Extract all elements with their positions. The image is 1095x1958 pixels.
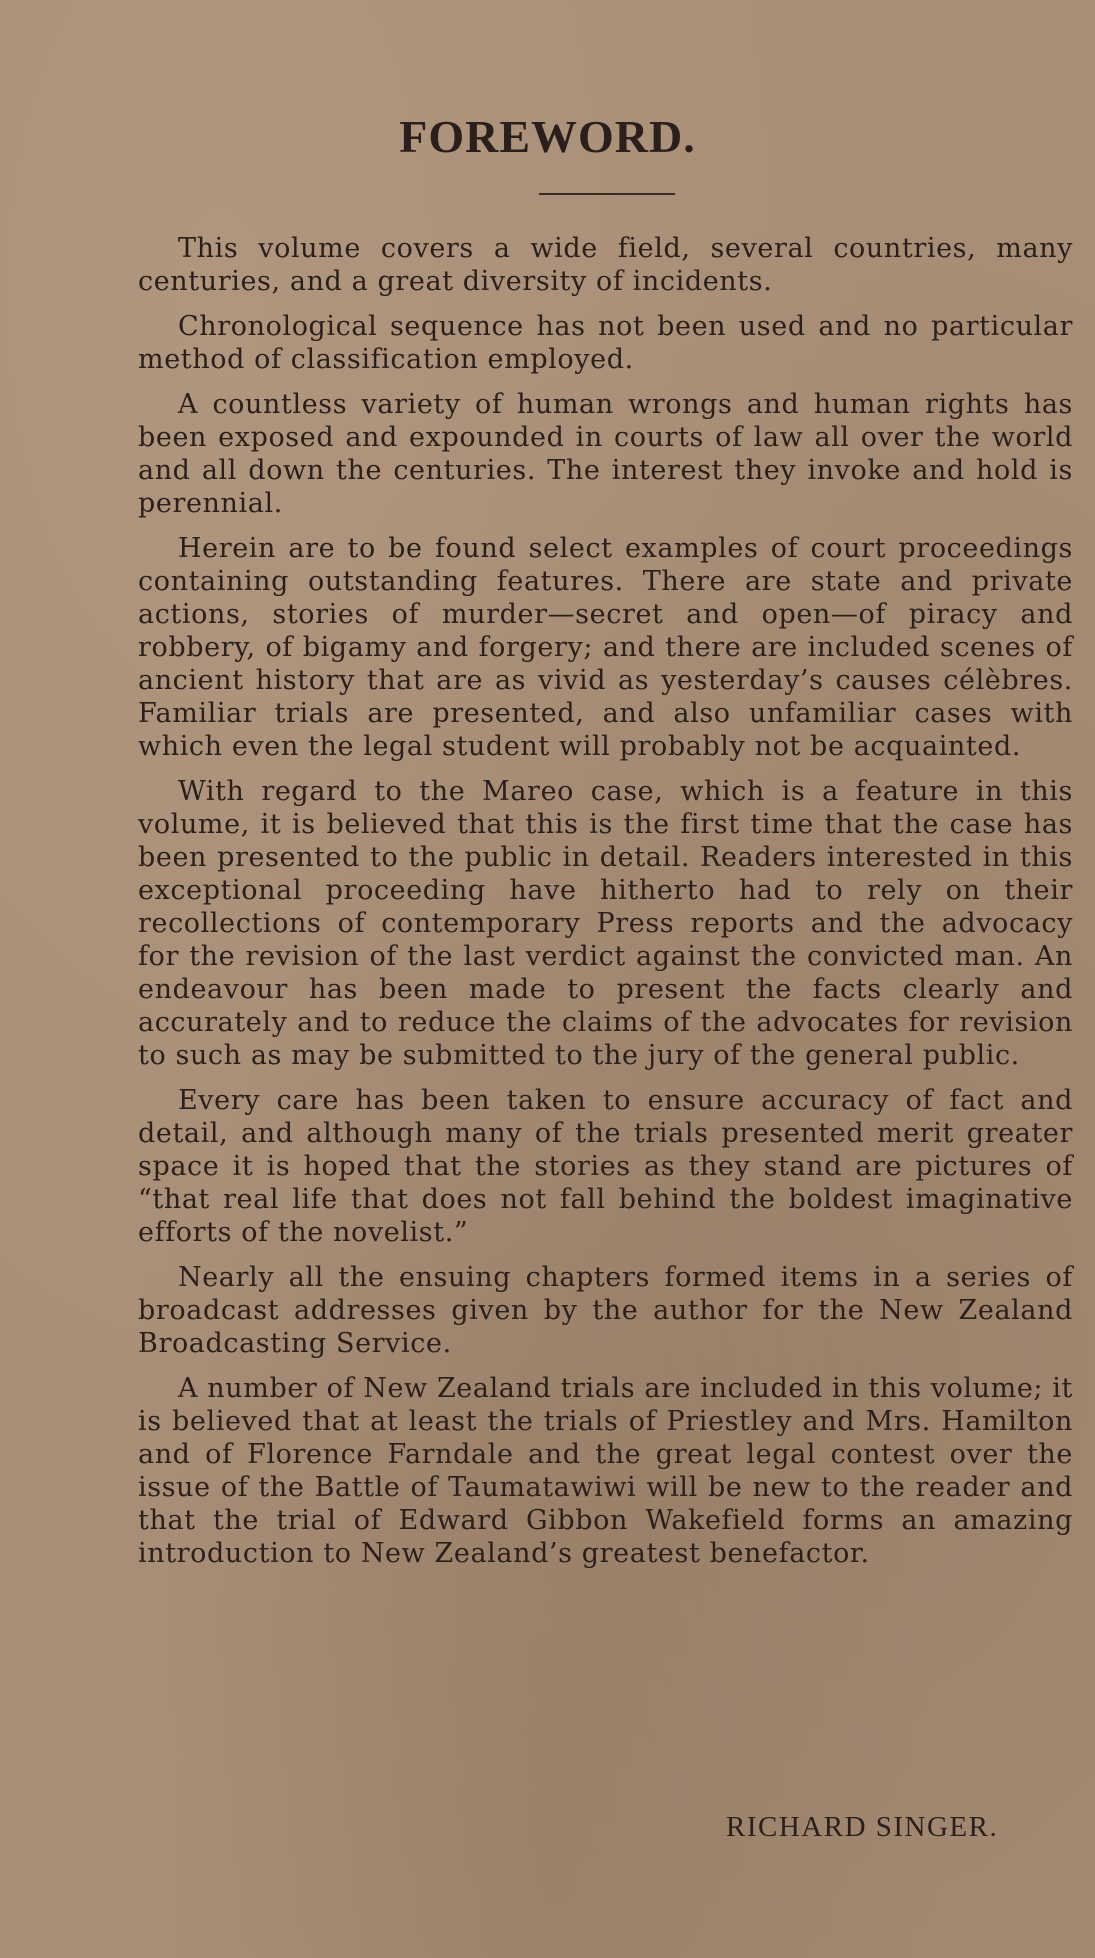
paragraph: Every care has been taken to ensure accuracy of fact and detail, and although many of the trials presented merit greater space it is hoped that the stories as they stand are pictures of “that real life that does not fall behind the boldest imaginative efforts of the novelist.” bbox=[138, 1085, 1073, 1248]
author-signature: RICHARD SINGER. bbox=[726, 1811, 999, 1843]
page-title: FOREWORD. bbox=[399, 111, 696, 162]
paragraph: With regard to the Mareo case, which is a feature in this volume, it is believed that this is the first time that the case has been presented to the public in detail. Readers interested in this exceptional proceeding have hitherto had to rely on their recollections of contemporary Press reports and the advocacy for the revision of the last verdict against the convicted man. An endeavour has been made to present the facts clearly and accurately and to reduce the claims of the advocates for revision to such as may be submitted to the jury of the general public. bbox=[138, 776, 1073, 1071]
title-rule bbox=[539, 193, 675, 195]
paragraph: A number of New Zealand trials are included in this volume; it is believed that at least the trials of Priestley and Mrs. Hamilton and of Florence Farndale and the great legal contest over the issue of the Battle of Taumatawiwi will be new to the reader and that the trial of Edward Gibbon Wakefield forms an amazing introduction to New Zealand’s greatest benefactor. bbox=[138, 1373, 1073, 1569]
paragraph: This volume covers a wide field, several countries, many centuries, and a great diversity of incidents. bbox=[138, 233, 1073, 297]
paragraph: Chronological sequence has not been used and no particular method of classification employed. bbox=[138, 311, 1073, 375]
paragraph: Herein are to be found select examples of court proceedings containing outstanding features. There are state and private actions, stories of murder—secret and open—of piracy and robbery, of bigamy and forgery; and there are included scenes of ancient history that are as vivid as yesterday’s causes célèbres. Familiar trials are presented, and also unfamiliar cases with which even the legal student will probably not be acquainted. bbox=[138, 533, 1073, 762]
paragraph: Nearly all the ensuing chapters formed items in a series of broadcast addresses given by the author for the New Zealand Broadcasting Service. bbox=[138, 1262, 1073, 1359]
foreword-body bbox=[138, 232, 1073, 1582]
paragraph: A countless variety of human wrongs and human rights has been exposed and expounded in courts of law all over the world and all down the centuries. The interest they invoke and hold is perennial. bbox=[138, 389, 1073, 519]
